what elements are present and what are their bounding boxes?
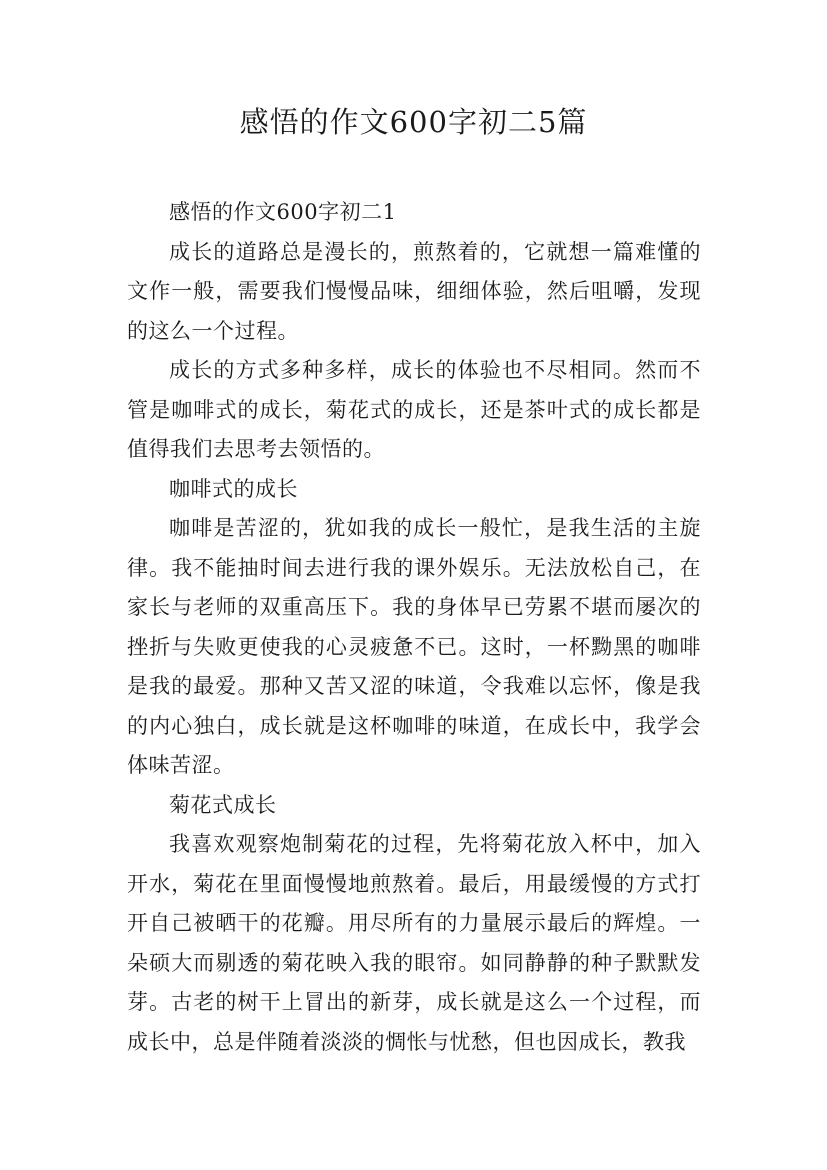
body-paragraph: 咖啡是苦涩的，犹如我的成长一般忙，是我生活的主旋律。我不能抽时间去进行我的课外娱乐。无法放松自己，在家长与老师的双重高压下。我的身体早已劳累不堪而屡次的挫折与失败更使我的心灵疲惫不已。这时，一杯黝黑的咖啡是我的最爱。那种又苦又涩的味道，令我难以忘怀，像是我的内心独白，成长就是这杯咖啡的味道，在成长中，我学会体味苦涩。: [127, 516, 701, 777]
body-paragraph: 成长的道路总是漫长的，煎熬着的，它就想一篇难懂的文作一般，需要我们慢慢品味，细细体验，然后咀嚼，发现的这么一个过程。: [127, 239, 701, 343]
body-paragraph: 成长的方式多种多样，成长的体验也不尽相同。然而不管是咖啡式的成长，菊花式的成长，还是茶叶式的成长都是值得我们去思考去领悟的。: [127, 358, 701, 461]
document-body: [127, 193, 701, 1062]
subheading-chrysanthemum-growth: 菊花式成长: [169, 792, 277, 817]
document-title: 感悟的作文600字初二5篇: [239, 105, 588, 139]
section-heading-essay-1: 感悟的作文600字初二1: [169, 200, 397, 224]
body-paragraph: 我喜欢观察炮制菊花的过程，先将菊花放入杯中，加入开水，菊花在里面慢慢地煎熬着。最后，用最缓慢的方式打开自己被晒干的花瓣。用尽所有的力量展示最后的辉煌。一朵硕大而剔透的菊花映入我的眼帘。如同静静的种子默默发芽。古老的树干上冒出的新芽，成长就是这么一个过程，而成长中，总是伴随着淡淡的惆怅与忧愁，但也因成长，教我: [127, 832, 701, 1054]
subheading-coffee-growth: 咖啡式的成长: [169, 476, 298, 501]
